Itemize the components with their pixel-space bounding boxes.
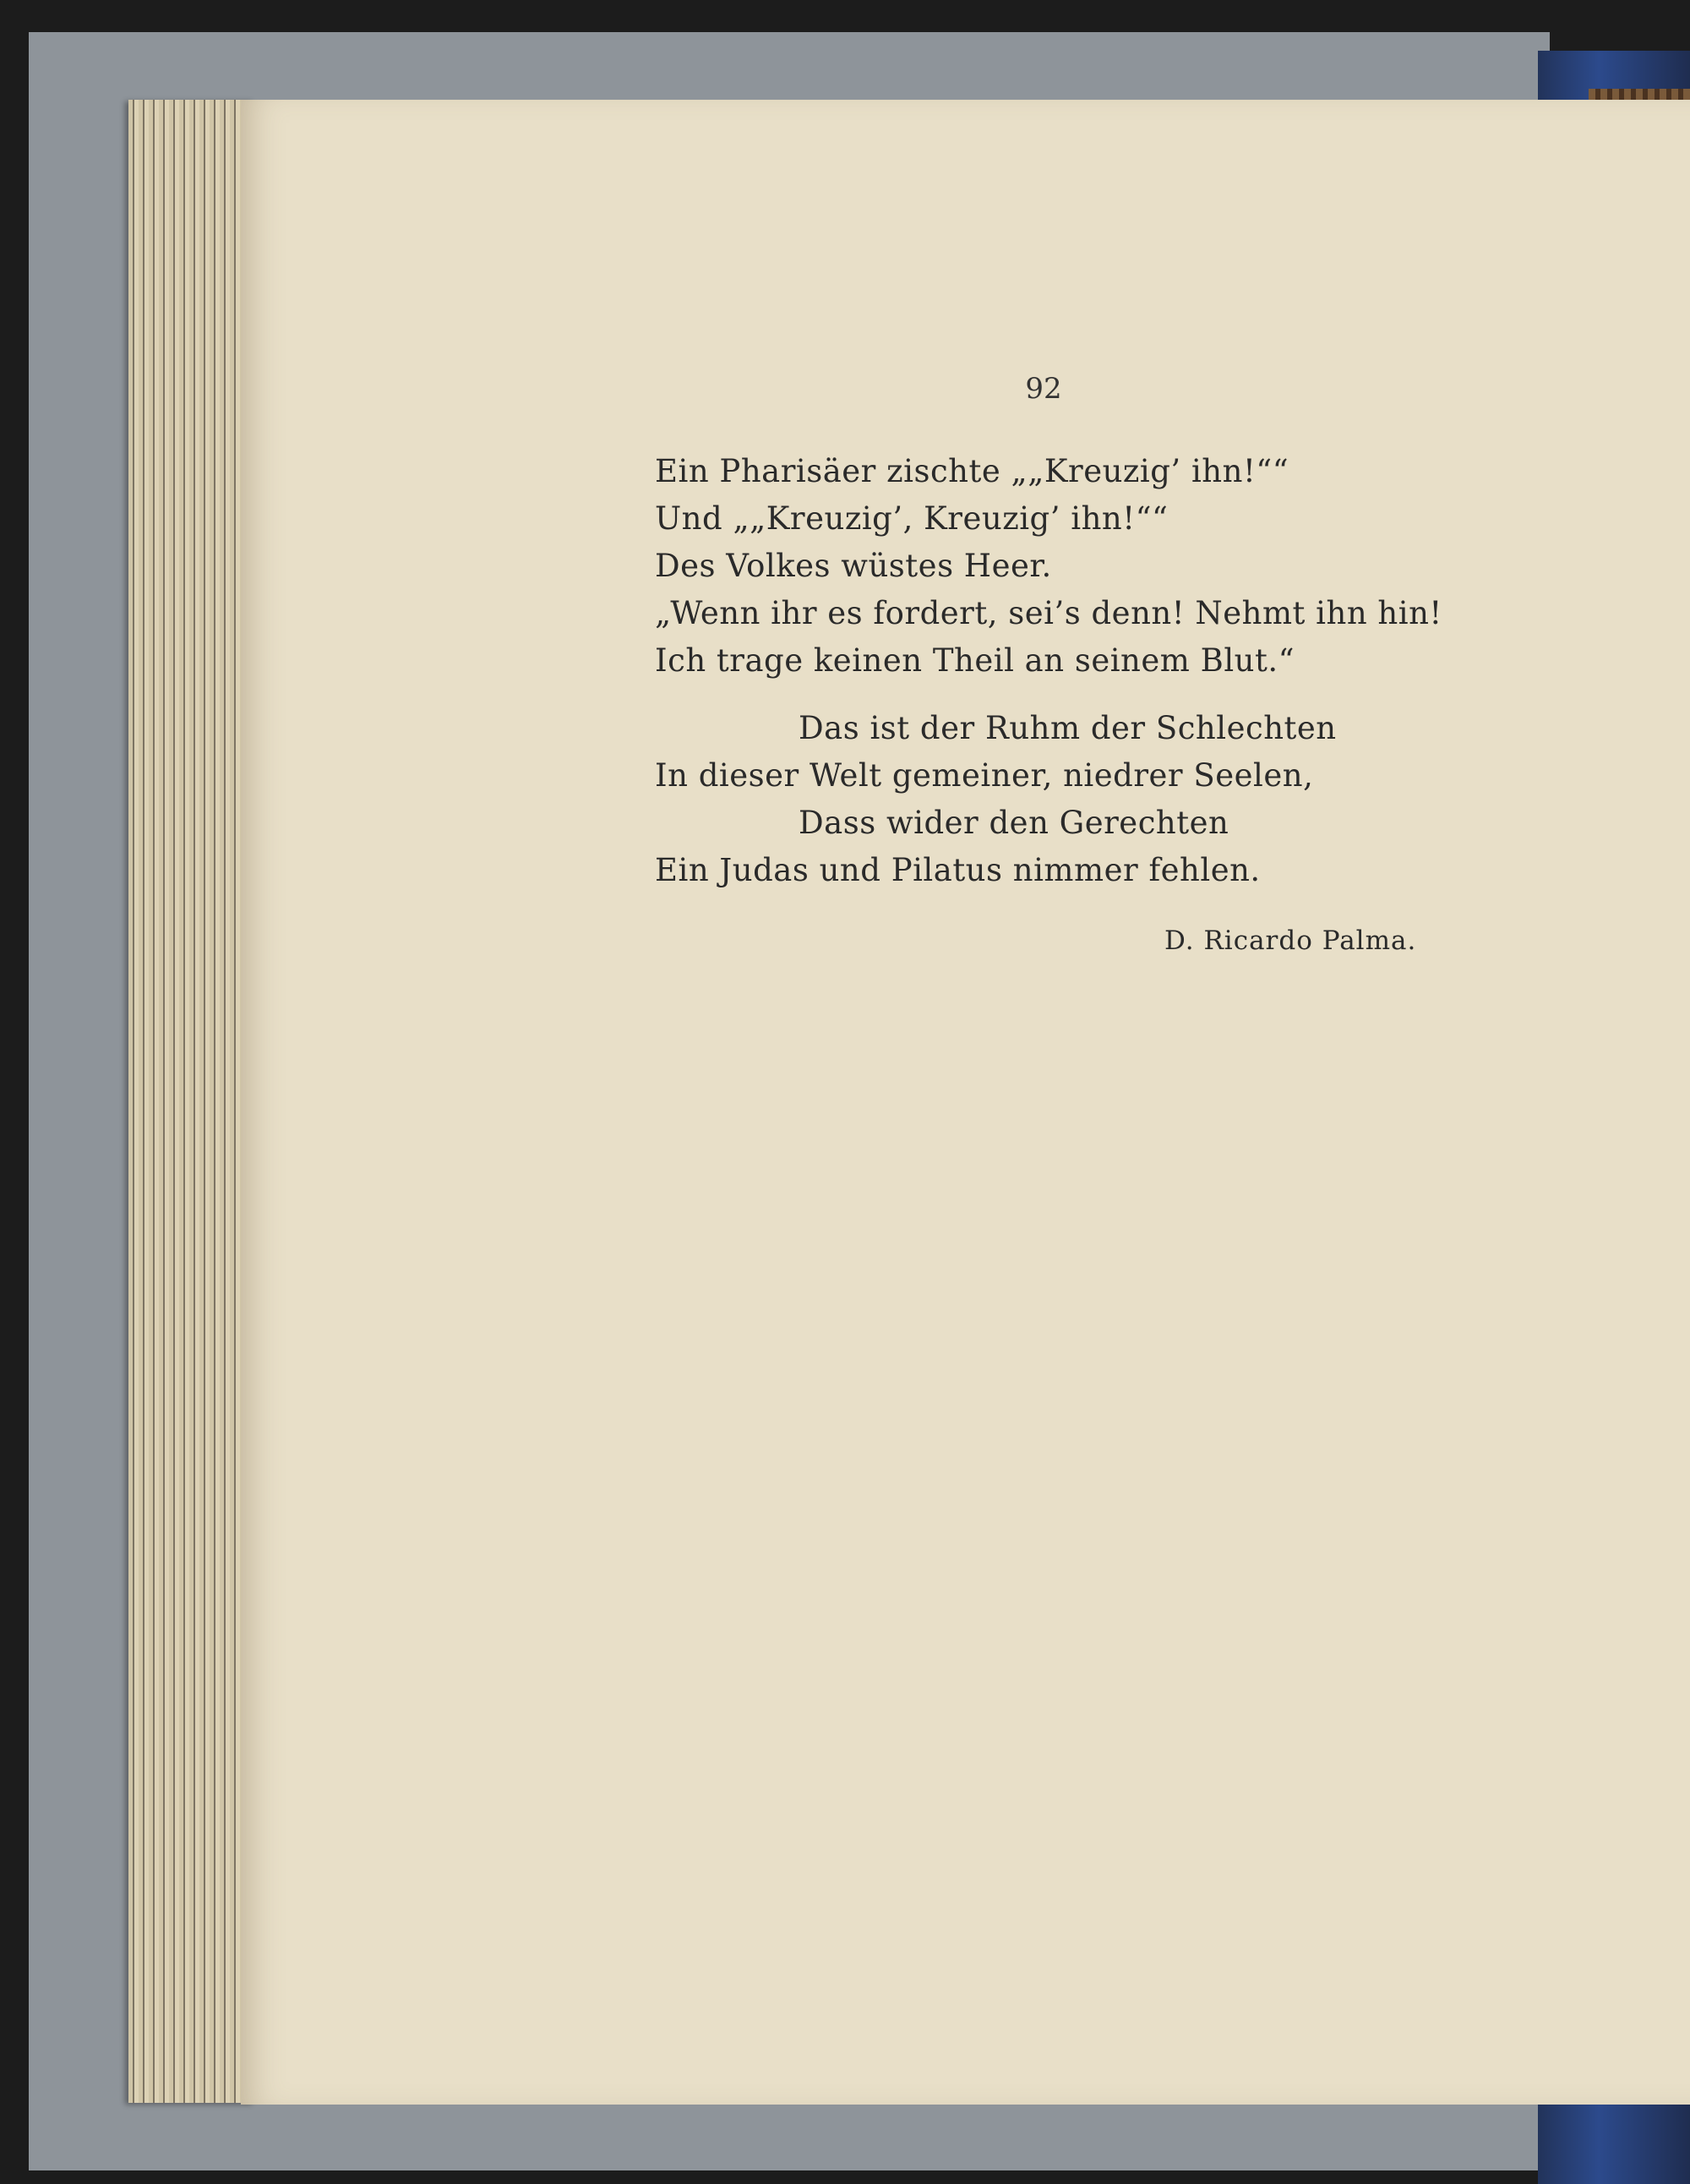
- verse-line: Das ist der Ruhm der Schlechten: [799, 710, 1337, 746]
- page-edges: [128, 100, 255, 2103]
- verse-line: Des Volkes wüstes Heer.: [655, 548, 1052, 584]
- verse-line: Und „„Kreuzig’, Kreuzig’ ihn!““: [655, 500, 1169, 537]
- author-signature: D. Ricardo Palma.: [1164, 925, 1417, 956]
- verse-line: Ein Pharisäer zischte „„Kreuzig’ ihn!““: [655, 453, 1289, 489]
- stanza-2: [655, 705, 1337, 894]
- verse-line: In dieser Welt gemeiner, niedrer Seelen,: [655, 757, 1314, 794]
- verse-line: „Wenn ihr es fordert, sei’s denn! Nehmt ihn hin!: [655, 595, 1442, 631]
- verse-line: Ich trage keinen Theil an seinem Blut.“: [655, 642, 1295, 679]
- verse-line: Ein Judas und Pilatus nimmer fehlen.: [655, 852, 1261, 888]
- stanza-1: [655, 448, 1442, 685]
- page-number: 92: [1025, 372, 1062, 406]
- verse-line: Dass wider den Gerechten: [799, 805, 1229, 841]
- book-page: [241, 100, 1690, 2105]
